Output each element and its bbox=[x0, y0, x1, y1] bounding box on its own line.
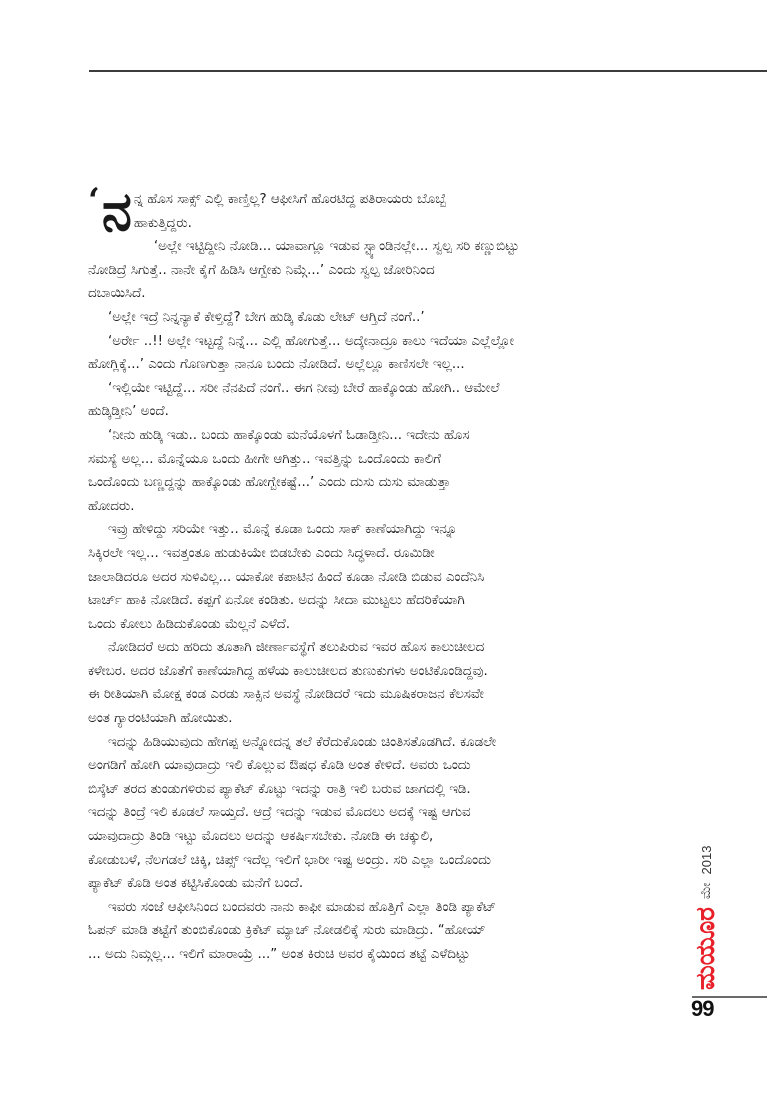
magazine-name: ಮಯೂರ bbox=[691, 907, 721, 990]
text-line: ಓಪನ್ ಮಾಡಿ ತಟ್ಟೆಗೆ ತುಂಬಿಕೊಂಡು ಕ್ರಿಕೆಟ್ ಮ್ಯಾಚ್ ನೋಡಲಿಕ್ಕೆ ಸುರು ಮಾಡಿದ್ರು. “ಹೋಯ್ bbox=[88, 923, 486, 939]
text-line: ಇದನ್ನು ಹಿಡಿಯುವುದು ಹೇಗಪ್ಪ ಅನ್ನೋದನ್ನ ತಲೆ ಕೆರೆದುಕೊಂಡು ಚಿಂತಿಸತೊಡಗಿದೆ. ಕೂಡಲೇ bbox=[108, 734, 497, 750]
paragraph-7 bbox=[88, 518, 688, 636]
text-line: ‘ಅಲ್ಲೇ ಇಟ್ಟಿದ್ದೀನಿ ನೋಡಿ... ಯಾವಾಗ್ಲೂ ಇಡುವ ಸ್ಟ್ಯಾಂಡಿನಲ್ಲೇ... ಸ್ವಲ್ಪ ಸರಿ ಕಣ್ಣುಬಿಟ್ಟು bbox=[153, 239, 520, 255]
text-line: ಯಾವುದಾದ್ರು ತಿಂಡಿ ಇಟ್ಟು ಮೊದಲು ಅದನ್ನು ಆಕರ್ಷಿಸಬೇಕು. ನೋಡಿ ಈ ಚಕ್ಕುಲಿ, bbox=[88, 829, 434, 845]
text-line: ಇವರು ಸಂಜೆ ಆಫೀಸಿನಿಂದ ಬಂದವರು ನಾನು ಕಾಫೀ ಮಾಡುವ ಹೊತ್ತಿಗೆ ಎಲ್ಲಾ ತಿಂಡಿ ಪ್ಯಾಕೆಟ್ bbox=[108, 899, 496, 915]
page-number: 99 bbox=[691, 996, 714, 1021]
text-line: ಸಮಸ್ಯೆ ಅಲ್ಲ... ಮೊನ್ನೆಯೂ ಒಂದು ಹೀಗೇ ಆಗಿತ್ತು.. ಇವತ್ತಿನ್ನು ಒಂದೊಂದು ಕಾಲಿಗೆ bbox=[88, 451, 441, 467]
paragraph-3 bbox=[88, 306, 688, 330]
paragraph-8 bbox=[88, 636, 688, 730]
paragraph-5 bbox=[88, 377, 688, 424]
text-line: ಬಿಸ್ಕೆಟ್ ತರದ ತುಂಡುಗಳಿರುವ ಪ್ಯಾಕೆಟ್ ಕೊಟ್ಟು ಇದನ್ನು ರಾತ್ರಿ ಇಲಿ ಬರುವ ಜಾಗದಲ್ಲಿ ಇಡಿ. bbox=[88, 781, 471, 797]
paragraph-9 bbox=[88, 731, 688, 896]
paragraph-4 bbox=[88, 330, 688, 377]
text-line: ಹಾಕುತ್ತಿದ್ದರು. bbox=[133, 215, 192, 231]
text-line: ಜಾಲಾಡಿದರೂ ಅದರ ಸುಳಿವಿಲ್ಲ... ಯಾಕೋ ಕಪಾಟಿನ ಹಿಂದೆ ಕೂಡಾ ನೋಡಿ ಬಿಡುವ ಎಂದೆನಿಸಿ bbox=[88, 569, 485, 585]
text-line: ಒಂದು ಕೋಲು ಹಿಡಿದುಕೊಂಡು ಮೆಲ್ಲನೆ ಎಳೆದೆ. bbox=[88, 616, 291, 632]
text-line: ಕಳೇಬರ. ಅದರ ಜೊತೆಗೆ ಕಾಣೆಯಾಗಿದ್ದ ಹಳೆಯ ಕಾಲುಚೀಲದ ತುಣುಕುಗಳು ಅಂಟಿಕೊಂಡಿದ್ದವು. bbox=[88, 663, 488, 679]
paragraph-2 bbox=[88, 235, 688, 306]
issue-year: 2013 bbox=[698, 845, 714, 875]
paragraph-1 bbox=[88, 180, 688, 243]
text-line: ಇವ್ರು ಹೇಳಿದ್ದು ಸರಿಯೇ ಇತ್ತು.. ಮೊನ್ನೆ ಕೂಡಾ ಒಂದು ಸಾಕ್ ಕಾಣೆಯಾಗಿದ್ದು ಇನ್ನೂ bbox=[108, 522, 458, 538]
text-line: ಟಾರ್ಚ್ ಹಾಕಿ ನೋಡಿದೆ. ಕಪ್ಪಗೆ ಏನೋ ಕಂಡಿತು. ಅದನ್ನು ಸೀದಾ ಮುಟ್ಟಲು ಹೆದರಿಕೆಯಾಗಿ bbox=[88, 593, 465, 609]
text-line: ‘ಇಲ್ಲಿಯೇ ಇಟ್ಟಿದ್ದೆ... ಸರೀ ನೆನಪಿದೆ ನಂಗೆ.. ಈಗ ನೀವು ಬೇರೆ ಹಾಕ್ಕೊಂಡು ಹೋಗಿ.. ಆಮೇಲೆ bbox=[108, 380, 500, 396]
text-line: ‘ಅಲ್ಲೇ ಇದ್ರೆ ನಿನ್ನನ್ಯಾಕೆ ಕೇಳ್ತಿದ್ದೆ? ಬೇಗ ಹುಡ್ಕಿ ಕೊಡು ಲೇಟ್ ಆಗ್ತಿದೆ ನಂಗೆ..’ bbox=[108, 309, 425, 325]
text-line: ‘ಅರ್ರೇ ..!! ಅಲ್ಲೇ ಇಟ್ಟದ್ದೆ ನಿನ್ನೆ... ಎಲ್ಲಿ ಹೋಗುತ್ತೆ... ಅದ್ಕೇನಾದ್ರೂ ಕಾಲು ಇದೆಯಾ ಎಲ್ಲೆಲ್ಲೋ bbox=[108, 333, 514, 349]
magazine-masthead bbox=[686, 810, 726, 990]
text-line: ನ್ನ ಹೊಸ ಸಾಕ್ಸ್ ಎಲ್ಲಿ ಕಾಣ್ತಿಲ್ಲ? ಆಫೀಸಿಗೆ ಹೊರಟಿದ್ದ ಪತಿರಾಯರು ಬೊಬ್ಬೆ bbox=[133, 192, 447, 207]
article-body bbox=[88, 180, 688, 967]
text-line: ಅಂತ ಗ್ಯಾರಂಟಿಯಾಗಿ ಹೋಯಿತು. bbox=[88, 711, 233, 727]
text-line: ಹೋಗ್ಲಿಕ್ಕೆ...’ ಎಂದು ಗೊಣಗುತ್ತಾ ನಾನೂ ಬಂದು ನೋಡಿದೆ. ಅಲ್ಲೆಲ್ಲೂ ಕಾಣಿಸಲೇ ಇಲ್ಲ... bbox=[88, 357, 465, 373]
paragraph-6 bbox=[88, 424, 688, 518]
issue-month: ಮೇ bbox=[698, 882, 714, 900]
text-line: ಹುಡ್ಕಿಡ್ತೀನಿ’ ಅಂದೆ. bbox=[88, 404, 169, 420]
text-line: ಅಂಗಡಿಗೆ ಹೋಗಿ ಯಾವುದಾದ್ರು ಇಲಿ ಕೊಲ್ಲುವ ಔಷಧ ಕೊಡಿ ಅಂತ ಕೇಳಿದೆ. ಅವರು ಒಂದು bbox=[88, 758, 471, 774]
text-line: ನೋಡಿದರೆ ಅದು ಹರಿದು ತೂತಾಗಿ ಜೀರ್ಣಾವಸ್ಥೆಗೆ ತಲುಪಿರುವ ಇವರ ಹೊಸ ಕಾಲುಚೀಲದ bbox=[108, 640, 485, 656]
text-line: ಸಿಕ್ಕಿರಲೇ ಇಲ್ಲ... ಇವತ್ತಂತೂ ಹುಡುಕಿಯೇ ಬಿಡಬೇಕು ಎಂದು ಸಿದ್ಧಳಾದೆ. ರೂಮಿಡೀ bbox=[88, 545, 435, 561]
text-line: ದಬಾಯಿಸಿದೆ. bbox=[88, 286, 146, 302]
text-line: ಪ್ಯಾಕೆಟ್ ಕೊಡಿ ಅಂತ ಕಟ್ಟಿಸಿಕೊಂಡು ಮನೆಗೆ ಬಂದೆ. bbox=[88, 876, 304, 892]
text-line: ಹೋದರು. bbox=[88, 498, 135, 514]
text-line: ಕೋಡುಬಳೆ, ನೆಲಗಡಲೆ ಚಿಕ್ಕಿ, ಚಿಪ್ಸ್ ಇದೆಲ್ಲ ಇಲಿಗೆ ಭಾರೀ ಇಷ್ಟ ಅಂದ್ರು. ಸರಿ ಎಲ್ಲಾ ಒಂದೊಂದು bbox=[88, 852, 492, 868]
drop-cap bbox=[88, 180, 132, 243]
text-line: ಈ ರೀತಿಯಾಗಿ ಮೋಕ್ಷ ಕಂಡ ಎರಡು ಸಾಕ್ಸಿನ ಅವಸ್ಥೆ ನೋಡಿದರೆ ಇದು ಮೂಷಿಕರಾಜನ ಕೆಲಸವೇ bbox=[88, 687, 484, 703]
text-line: ... ಅದು ನಿಮ್ಗಲ್ಲ... ಇಲಿಗೆ ಮಾರಾಯ್ರೆ ...” ಅಂತ ಕಿರುಚಿ ಅವರ ಕೈಯಿಂದ ತಟ್ಟೆ ಎಳೆದಿಟ್ಟು bbox=[88, 947, 470, 962]
text-line: ಇದನ್ನು ತಿಂದ್ರೆ ಇಲಿ ಕೂಡಲೆ ಸಾಯ್ತದೆ. ಆದ್ರೆ ಇದನ್ನು ಇಡುವ ಮೊದಲು ಅದಕ್ಕೆ ಇಷ್ಟ ಆಗುವ bbox=[88, 805, 471, 821]
paragraph-10 bbox=[88, 896, 688, 967]
top-rule bbox=[89, 70, 767, 72]
text-line: ಒಂದೊಂದು ಬಣ್ಣದ್ದನ್ನು ಹಾಕ್ಕೊಂಡು ಹೋಗ್ಬೇಕಷ್ಟೆ...’ ಎಂದು ದುಸು ದುಸು ಮಾಡುತ್ತಾ bbox=[88, 475, 451, 491]
drop-cap-letter: ನ bbox=[101, 180, 132, 243]
text-line: ನೋಡಿದ್ರೆ ಸಿಗುತ್ತೆ.. ನಾನೇ ಕೈಗೆ ಹಿಡಿಸಿ ಆಗ್ಬೇಕು ನಿಮ್ಗೆ...’ ಎಂದು ಸ್ವಲ್ಪ ಜೋರಿನಿಂದ bbox=[88, 262, 435, 278]
drop-cap-quote: ‘ bbox=[88, 181, 100, 221]
text-line: ‘ನೀನು ಹುಡ್ಕಿ ಇಡು.. ಬಂದು ಹಾಕ್ಕೊಂಡು ಮನೆಯೊಳಗೆ ಓಡಾಡ್ತೀನಿ... ಇದೇನು ಹೊಸ bbox=[108, 427, 470, 443]
